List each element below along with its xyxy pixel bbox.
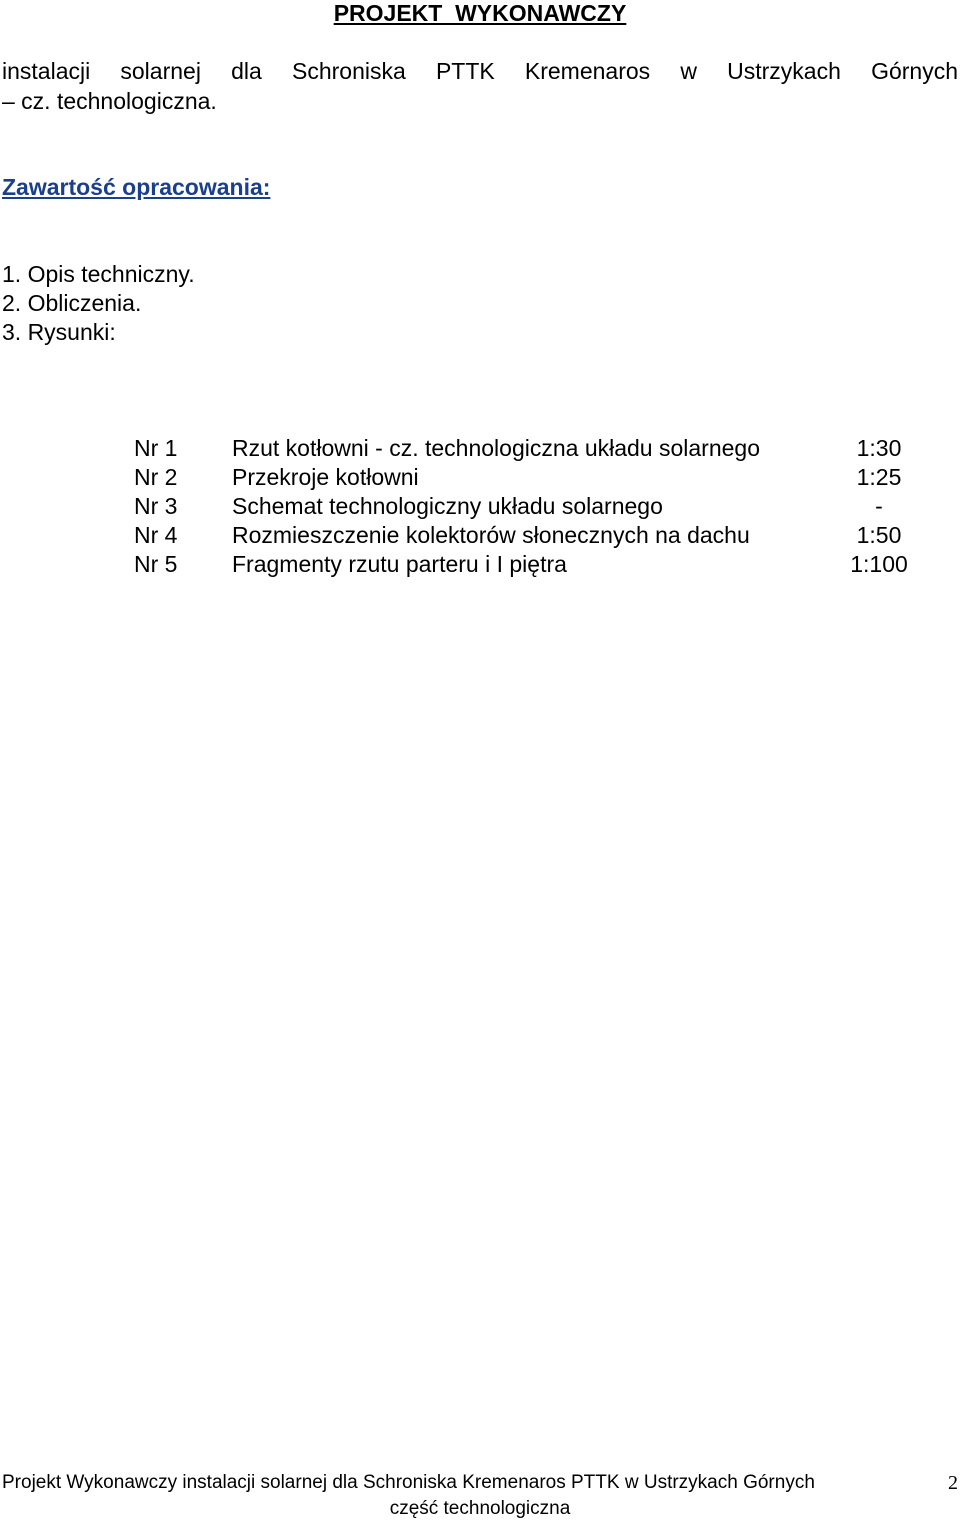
drawing-scale: 1:50 [856, 522, 902, 548]
intro-paragraph [2, 56, 958, 116]
table-row [134, 550, 914, 579]
intro-line-2: – cz. technologiczna. [2, 88, 217, 114]
drawing-number: Nr 2 [134, 464, 178, 490]
footer-text: Projekt Wykonawczy instalacji solarnej dla Schroniska Kremenaros PTTK w Ustrzykach Górnych [2, 1472, 815, 1493]
drawing-title: Rozmieszczenie kolektorów słonecznych na dachu [232, 522, 750, 548]
drawing-scale: 1:25 [856, 464, 902, 490]
intro-word: Ustrzykach [727, 58, 841, 84]
contents-item-drawings: 3. Rysunki: [2, 319, 116, 345]
drawing-number: Nr 3 [134, 493, 178, 519]
footer-line-2: część technologiczna [389, 1498, 571, 1519]
drawing-scale: 1:30 [856, 435, 902, 461]
contents-item-description: 1. Opis techniczny. [2, 261, 195, 287]
intro-word: dla [231, 58, 262, 84]
table-row [134, 492, 914, 521]
intro-word: instalacji [2, 58, 91, 84]
intro-word: solarnej [120, 58, 201, 84]
intro-line-1 [2, 56, 958, 86]
page-footer [0, 1470, 960, 1519]
drawing-number: Nr 1 [134, 435, 178, 461]
drawing-number: Nr 4 [134, 522, 178, 548]
contents-heading: Zawartość opracowania: [2, 174, 271, 200]
page-number: 2 [948, 1472, 958, 1494]
intro-word: Kremenaros [524, 58, 651, 84]
contents-item-calculations: 2. Obliczenia. [2, 290, 142, 316]
table-row [134, 463, 914, 492]
intro-word: PTTK [435, 58, 495, 84]
drawing-title: Fragmenty rzutu parteru i I piętra [232, 551, 567, 577]
drawing-title: Przekroje kotłowni [232, 464, 419, 490]
table-row [134, 521, 914, 550]
document-title: PROJEKT WYKONAWCZY [333, 0, 627, 26]
contents-list [2, 260, 195, 347]
footer-line-1 [0, 1470, 960, 1496]
drawings-table [134, 434, 914, 579]
drawing-scale: - [875, 493, 883, 519]
intro-word: Górnych [871, 58, 958, 84]
intro-word: Schroniska [291, 58, 406, 84]
intro-word: w [680, 58, 697, 84]
drawing-scale: 1:100 [850, 551, 908, 577]
drawing-title: Rzut kotłowni - cz. technologiczna układu solarnego [232, 435, 761, 461]
table-row [134, 434, 914, 463]
drawing-title: Schemat technologiczny układu solarnego [232, 493, 663, 519]
drawing-number: Nr 5 [134, 551, 178, 577]
